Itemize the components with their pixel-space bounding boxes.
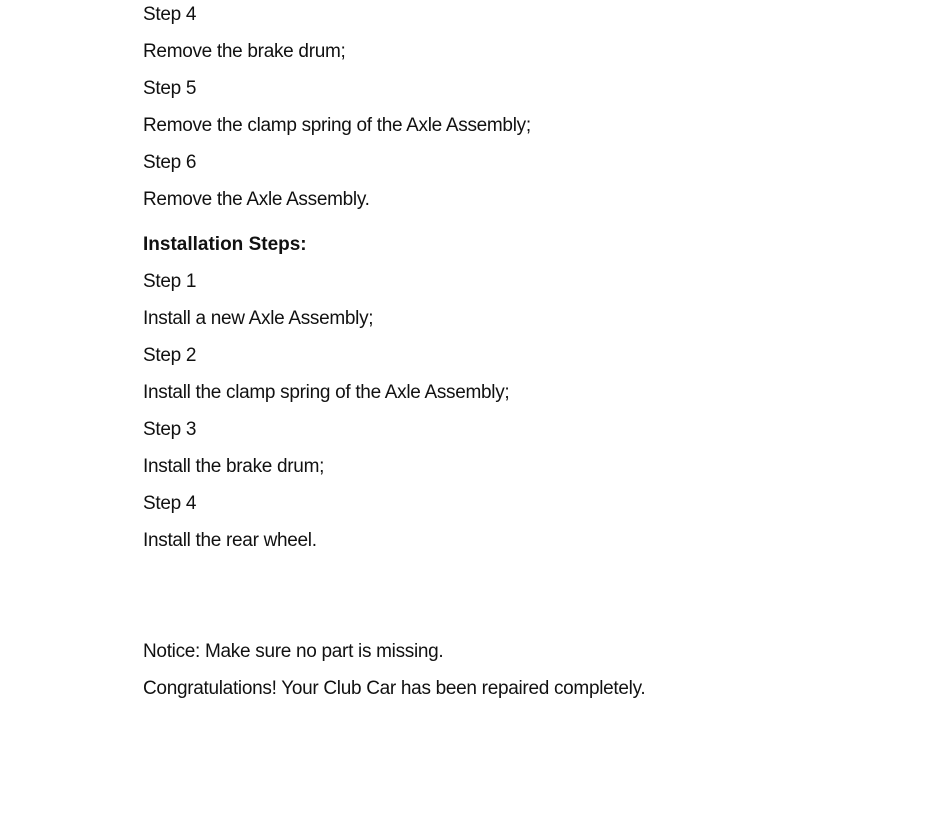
install-step-4-text: Install the rear wheel. (143, 530, 317, 551)
notice-text: Notice: Make sure no part is missing. (143, 641, 444, 662)
removal-step-4-text: Remove the brake drum; (143, 41, 346, 62)
install-step-4-label: Step 4 (143, 493, 197, 514)
removal-step-6-label: Step 6 (143, 152, 197, 173)
install-step-2-text: Install the clamp spring of the Axle Assembly; (143, 382, 510, 403)
install-step-3-text: Install the brake drum; (143, 456, 325, 477)
removal-step-6-text: Remove the Axle Assembly. (143, 189, 370, 210)
congratulations-text: Congratulations! Your Club Car has been repaired completely. (143, 678, 646, 699)
removal-step-5-label: Step 5 (143, 78, 197, 99)
install-step-2-label: Step 2 (143, 345, 197, 366)
install-step-1-label: Step 1 (143, 271, 197, 292)
removal-step-4-label: Step 4 (143, 4, 197, 25)
installation-heading: Installation Steps: (143, 234, 307, 255)
install-step-1-text: Install a new Axle Assembly; (143, 308, 374, 329)
removal-step-5-text: Remove the clamp spring of the Axle Assembly; (143, 115, 531, 136)
install-step-3-label: Step 3 (143, 419, 197, 440)
